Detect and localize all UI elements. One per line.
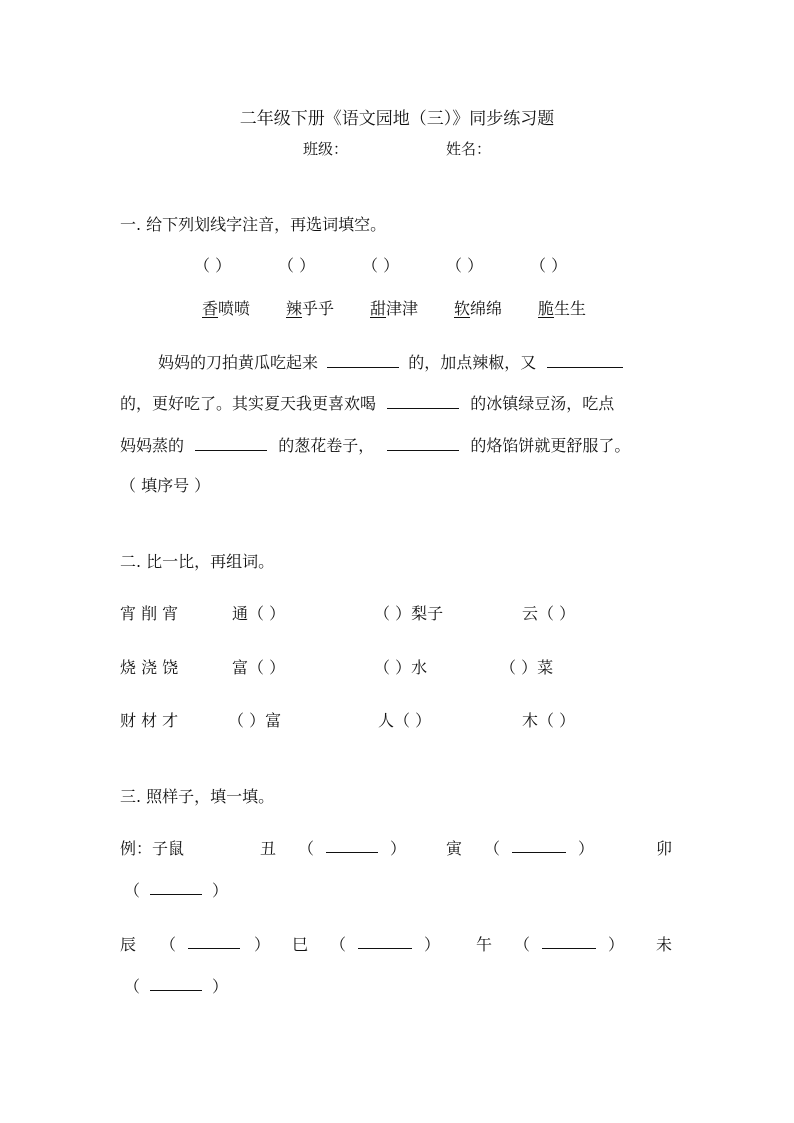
pinyin-paren-3: （ ） [362, 256, 400, 275]
paren-open: （ [124, 881, 141, 900]
word-2-underlined: 辣 [286, 299, 303, 318]
fill-blank-3[interactable] [387, 394, 459, 409]
paren-close: ） [578, 839, 595, 858]
answer-blank-yin[interactable] [512, 852, 566, 853]
paren-open: （ [160, 935, 177, 954]
word-blank-3c[interactable]: 木（ ） [522, 711, 576, 730]
paren-open: （ [298, 839, 315, 858]
paren-open: （ [514, 935, 531, 954]
paren-close: ） [254, 935, 271, 954]
word-blank-1a[interactable]: 通（ ） [232, 604, 286, 623]
char-group-1: 宵 削 宵 [120, 604, 179, 623]
pinyin-paren-4: （ ） [446, 256, 484, 275]
word-4 [454, 296, 502, 319]
word-blank-1c[interactable]: 云（ ） [522, 604, 576, 623]
word-blank-2c[interactable]: （ ）菜 [500, 658, 554, 677]
word-3-underlined: 甜 [370, 299, 387, 318]
zodiac-yin: 寅 [446, 839, 463, 858]
paren-open: （ [124, 977, 141, 996]
word-5-underlined: 脆 [538, 299, 555, 318]
word-3-rest: 津津 [386, 299, 419, 318]
paren-close: ） [608, 935, 625, 954]
passage-text: 妈妈的刀拍黄瓜吃起来 [158, 353, 319, 372]
paren-close: ） [212, 977, 229, 996]
fill-blank-4[interactable] [195, 436, 267, 451]
word-1-underlined: 香 [202, 299, 219, 318]
passage-text: 妈妈蒸的 [120, 436, 185, 455]
pinyin-paren-2: （ ） [278, 256, 316, 275]
answer-blank-wu[interactable] [542, 948, 596, 949]
zodiac-chen: 辰 [120, 935, 137, 954]
section-1-heading: 一. 给下列划线字注音，再选词填空。 [120, 215, 387, 234]
word-blank-3a[interactable]: （ ）富 [228, 711, 282, 730]
name-label: 姓名： [446, 140, 492, 158]
fill-blank-5[interactable] [387, 436, 459, 451]
answer-blank-mao[interactable] [150, 894, 202, 895]
answer-blank-si[interactable] [358, 948, 412, 949]
pinyin-paren-5: （ ） [530, 256, 568, 275]
passage-line-2 [120, 391, 614, 414]
passage-text: 的，更好吃了。其实夏天我更喜欢喝 [120, 394, 377, 413]
passage-text: 的葱花卷子， [278, 436, 375, 455]
fill-blank-1[interactable] [327, 353, 399, 368]
page-title: 二年级下册《语文园地（三）》同步练习题 [239, 109, 555, 129]
pinyin-paren-1: （ ） [194, 256, 232, 275]
class-label: 班级： [303, 140, 349, 158]
zodiac-wu: 午 [476, 935, 493, 954]
word-4-underlined: 软 [454, 299, 471, 318]
word-blank-2a[interactable]: 富（ ） [232, 658, 286, 677]
word-1 [202, 296, 250, 319]
paren-close: ） [390, 839, 407, 858]
passage-line-3 [120, 433, 630, 456]
paren-close: ） [424, 935, 441, 954]
zodiac-si: 巳 [292, 935, 309, 954]
word-3 [370, 296, 418, 319]
fill-instruction: （ 填序号 ） [120, 476, 211, 495]
fill-blank-2[interactable] [547, 353, 623, 368]
example-label: 例：子鼠 [120, 839, 185, 858]
zodiac-chou: 丑 [260, 839, 277, 858]
passage-text: 的冰镇绿豆汤，吃点 [470, 394, 615, 413]
zodiac-mao: 卯 [656, 839, 673, 858]
word-blank-2b[interactable]: （ ）水 [374, 658, 428, 677]
passage-text: 的烙馅饼就更舒服了。 [470, 436, 631, 455]
word-1-rest: 喷喷 [218, 299, 251, 318]
answer-blank-wei[interactable] [150, 990, 202, 991]
zodiac-wei: 未 [656, 935, 673, 954]
paren-open: （ [330, 935, 347, 954]
answer-blank-chou[interactable] [326, 852, 378, 853]
word-2-rest: 乎乎 [302, 299, 335, 318]
word-4-rest: 绵绵 [470, 299, 503, 318]
word-blank-1b[interactable]: （ ）梨子 [374, 604, 444, 623]
answer-blank-chen[interactable] [188, 948, 240, 949]
paren-close: ） [212, 881, 229, 900]
passage-line-1 [158, 350, 623, 373]
word-2 [286, 296, 334, 319]
char-group-2: 烧 浇 饶 [120, 658, 179, 677]
section-2-heading: 二. 比一比，再组词。 [120, 552, 275, 571]
word-blank-3b[interactable]: 人（ ） [378, 711, 432, 730]
passage-text: 的，加点辣椒，又 [408, 353, 537, 372]
char-group-3: 财 材 才 [120, 711, 179, 730]
section-3-heading: 三. 照样子，填一填。 [120, 787, 275, 806]
word-5 [530, 296, 586, 319]
word-5-rest: 生生 [554, 299, 587, 318]
paren-open: （ [484, 839, 501, 858]
